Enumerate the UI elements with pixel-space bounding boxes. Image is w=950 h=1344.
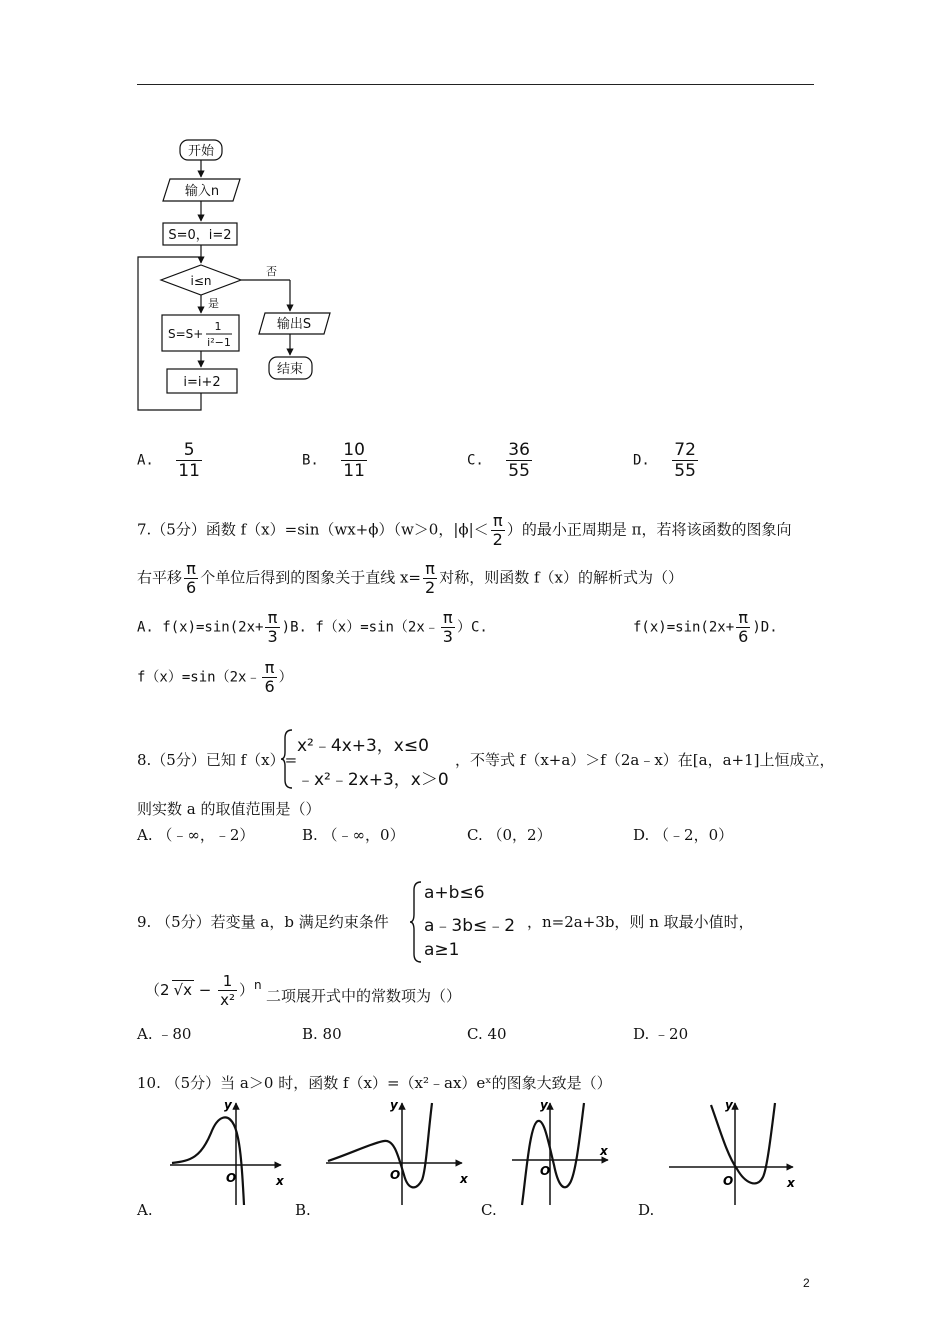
update-den: i²−1 — [207, 336, 231, 349]
q10-text: 10. （5分）当 a＞0 时，函数 f（x）=（x²﹣ax）eˣ的图象大致是（） — [137, 1074, 612, 1092]
yes-label: 是 — [208, 297, 219, 310]
q9-constraint-1: a+b≤6 — [424, 883, 485, 903]
q9-line2: 二项展开式中的常数项为（） — [266, 987, 462, 1005]
svg-text:y: y — [224, 1098, 232, 1112]
q9-constraint-2: a﹣3b≤﹣2 — [424, 916, 516, 936]
q8-option-b[interactable]: B. （﹣∞，0） — [302, 826, 405, 844]
q7-option-ab[interactable]: A. f(x)=sin(2x+ $\frac{\pi}{3}$ )B. f（x）=sin（2x﹣ $\frac{\pi}{3}$ ）C. — [137, 608, 488, 646]
q9-post: ，n=2a+3b，则 n 取最小值时， — [527, 913, 754, 931]
svg-text:O: O — [390, 1168, 401, 1182]
update-num: 1 — [214, 320, 222, 333]
output-label: 输出S — [276, 317, 312, 332]
q10-option-d[interactable]: D. — [638, 1201, 655, 1219]
flowchart — [130, 135, 340, 415]
svg-text:O: O — [723, 1174, 734, 1188]
q9-pre: 9. （5分）若变量 a，b 满足约束条件 — [137, 913, 389, 931]
q9-option-d[interactable]: D. ﹣20 — [633, 1025, 689, 1043]
q7-option-d[interactable]: f（x）=sin（2x﹣ $\frac{\pi}{6}$ ） — [137, 658, 293, 696]
svg-text:y: y — [540, 1098, 548, 1112]
start-label: 开始 — [187, 144, 215, 159]
q10-graph-d — [665, 1095, 805, 1210]
q7-line1: 7.（5分）函数 f（x）=sin（wx+ϕ）（w＞0，|ϕ|＜ $\frac{\pi}{2}$ ）的最小正周期是 π，若将该函数的图象向 — [137, 511, 792, 549]
svg-text:x: x — [460, 1172, 468, 1186]
q9-option-a[interactable]: A. ﹣80 — [137, 1025, 192, 1043]
q8-option-a[interactable]: A. （﹣∞，﹣2） — [137, 826, 255, 844]
input-label: 输入n — [184, 184, 220, 199]
q8-pre: 8.（5分）已知 f（x）= — [137, 751, 298, 769]
svg-text:x: x — [787, 1176, 795, 1190]
no-label: 否 — [266, 265, 277, 278]
q9-option-b[interactable]: B. 80 — [302, 1025, 342, 1043]
q10-option-b[interactable]: B. — [295, 1201, 311, 1219]
q8-option-d[interactable]: D. （﹣2，0） — [633, 826, 734, 844]
q10-option-c[interactable]: C. — [481, 1201, 497, 1219]
q10-graph-b — [322, 1095, 472, 1210]
q8-case1: x²﹣4x+3，x≤0 — [297, 736, 429, 756]
q10-graph-a — [166, 1095, 296, 1210]
q7-line2: 右平移 $\frac{\pi}{6}$ 个单位后得到的图象关于直线 x= $\frac{\pi}{2}$ 对称，则函数 f（x）的解析式为（） — [137, 559, 683, 597]
svg-text:O: O — [226, 1171, 237, 1185]
header-rule — [137, 84, 814, 85]
q9-binomial-expr: （2 √x − $\frac{1}{\text{x²}}$ ）$^n$ — [145, 972, 262, 1009]
q6-option-d[interactable]: D. $\frac{72}{55}$ — [633, 440, 696, 481]
q8-brace — [280, 728, 294, 790]
update-prefix: S=S+ — [168, 327, 204, 341]
svg-text:y: y — [390, 1098, 398, 1112]
q8-case2: ﹣x²﹣2x+3，x＞0 — [297, 770, 449, 790]
page-number: 2 — [803, 1276, 810, 1290]
svg-text:x: x — [276, 1174, 284, 1188]
q9-brace — [409, 880, 423, 964]
q6-option-b[interactable]: B. $\frac{10}{11}$ — [302, 440, 365, 481]
cond-label: i≤n — [190, 274, 212, 288]
q7-option-cd[interactable]: f(x)=sin(2x+ $\frac{\pi}{6}$ )D. — [633, 608, 778, 646]
svg-text:y: y — [725, 1098, 733, 1112]
q9-constraint-3: a≥1 — [424, 940, 460, 960]
q8-post: ，不等式 f（x+a）＞f（2a﹣x）在[a，a+1]上恒成立， — [455, 751, 835, 769]
init-label: S=0，i=2 — [168, 228, 232, 243]
q9-option-c[interactable]: C. 40 — [467, 1025, 507, 1043]
svg-text:O: O — [540, 1164, 551, 1178]
incr-label: i=i+2 — [183, 375, 221, 390]
q10-option-a[interactable]: A. — [137, 1201, 153, 1219]
q8-option-c[interactable]: C. （0，2） — [467, 826, 552, 844]
svg-text:x: x — [600, 1144, 608, 1158]
q10-graph-c — [508, 1095, 618, 1210]
end-label: 结束 — [276, 362, 304, 377]
q6-option-a[interactable]: A. $\frac{5}{11}$ — [137, 440, 200, 481]
q6-option-c[interactable]: C. $\frac{36}{55}$ — [467, 440, 530, 481]
q8-line2: 则实数 a 的取值范围是（） — [137, 800, 321, 818]
